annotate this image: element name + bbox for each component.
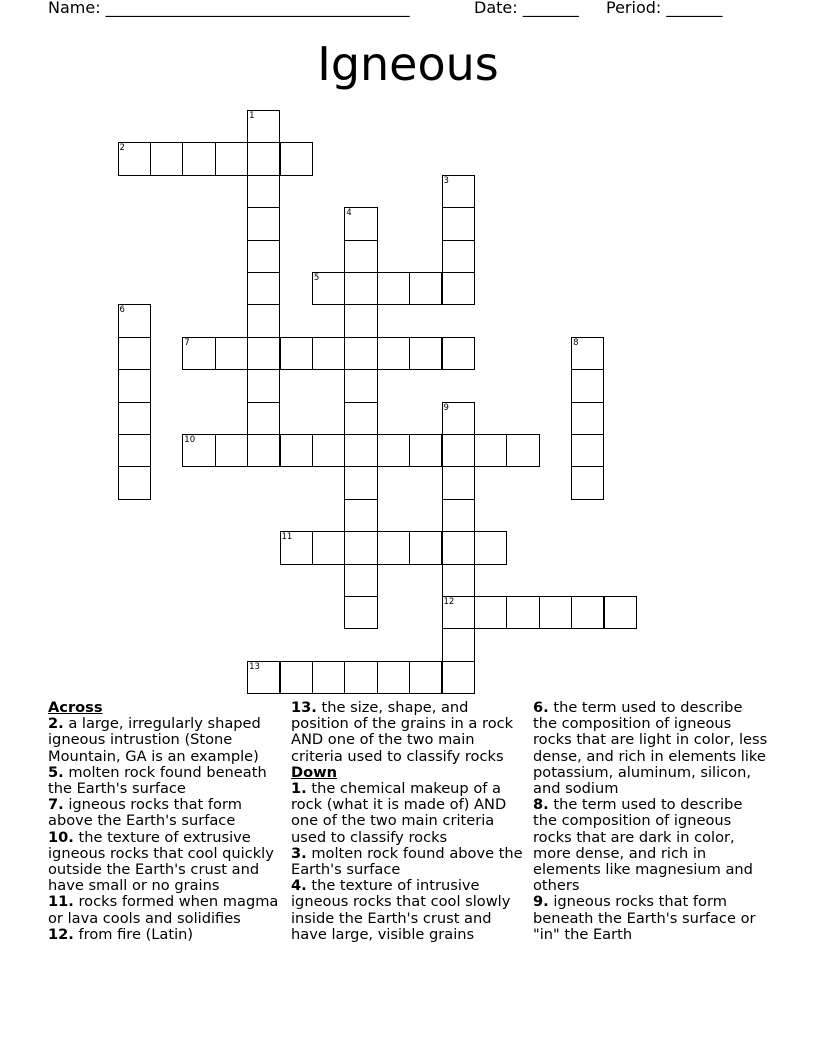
clue-number: 9 [443, 402, 449, 413]
crossword-cell[interactable] [247, 402, 280, 435]
crossword-cell[interactable] [442, 402, 475, 435]
crossword-cell[interactable] [442, 499, 475, 532]
clues-column-2 [291, 700, 523, 943]
clue-number: 12 [443, 597, 455, 607]
clue-item: 12. from fire (Latin) [48, 925, 194, 943]
crossword-cell[interactable] [442, 466, 475, 499]
crossword-cell[interactable] [344, 661, 377, 694]
crossword-cell[interactable] [280, 661, 313, 694]
crossword-cell[interactable] [312, 531, 345, 564]
crossword-cell[interactable] [280, 337, 313, 370]
page-title: Igneous [317, 37, 499, 91]
crossword-cell[interactable] [442, 434, 475, 467]
crossword-cell[interactable] [215, 434, 248, 467]
crossword-cell[interactable] [571, 402, 604, 435]
crossword-cell[interactable] [474, 531, 507, 564]
crossword-cell[interactable] [312, 434, 345, 467]
crossword-cell[interactable] [344, 272, 377, 305]
clue-item: 13. the size, shape, and position of the grains in a rock AND one of the two main criteria used to classify rocks [291, 699, 514, 765]
clue-item: 4. the texture of intrusive igneous rocks that cool slowly inside the Earth's crust and have large, visible grains [291, 877, 511, 943]
crossword-cell[interactable] [474, 596, 507, 629]
clues-column-1 [48, 700, 280, 943]
crossword-cell[interactable] [377, 434, 410, 467]
crossword-cell[interactable] [215, 142, 248, 175]
clue-number: 2 [119, 143, 125, 154]
across-heading: Across [48, 699, 103, 716]
crossword-cell[interactable] [409, 434, 442, 467]
crossword-cell[interactable] [344, 596, 377, 629]
crossword-cell[interactable] [442, 175, 475, 208]
crossword-cell[interactable] [442, 628, 475, 661]
clue-item: 8. the term used to describe the composition of igneous rocks that are dark in color, more dense, and rich in elements like magnesium and others [533, 796, 753, 895]
crossword-cell[interactable] [344, 240, 377, 273]
clue-item: 6. the term used to describe the composition of igneous rocks that are light in color, less dense, and rich in elements like potassium, aluminum, silicon, and sodium [533, 699, 768, 798]
crossword-cell[interactable] [312, 272, 345, 305]
crossword-cell[interactable] [442, 531, 475, 564]
crossword-cell[interactable] [344, 499, 377, 532]
crossword-cell[interactable] [377, 337, 410, 370]
clue-item: 1. the chemical makeup of a rock (what it is made of) AND one of the two main criteria used to classify rocks [291, 780, 507, 846]
clues-column-3 [533, 700, 769, 943]
crossword-cell[interactable] [344, 207, 377, 240]
crossword-cell[interactable] [118, 402, 151, 435]
down-heading: Down [291, 763, 338, 781]
crossword-cell[interactable] [377, 531, 410, 564]
crossword-cell[interactable] [215, 337, 248, 370]
crossword-cell[interactable] [409, 337, 442, 370]
crossword-cell[interactable] [247, 175, 280, 208]
clue-number: 8 [573, 337, 579, 348]
crossword-cell[interactable] [604, 596, 637, 629]
crossword-cell[interactable] [247, 272, 280, 305]
clue-number: 11 [281, 532, 293, 543]
crossword-cell[interactable] [344, 434, 377, 467]
crossword-cell[interactable] [312, 337, 345, 370]
clue-number: 1 [249, 111, 255, 121]
crossword-cell[interactable] [247, 434, 280, 467]
crossword-cell[interactable] [118, 304, 151, 337]
crossword-cell[interactable] [442, 207, 475, 240]
crossword-cell[interactable] [571, 466, 604, 499]
crossword-cell[interactable] [539, 596, 572, 629]
crossword-cell[interactable] [247, 142, 280, 175]
crossword-cell[interactable] [280, 434, 313, 467]
crossword-cell[interactable] [247, 240, 280, 273]
crossword-cell[interactable] [377, 272, 410, 305]
crossword-cell[interactable] [344, 564, 377, 597]
clue-number: 10 [184, 435, 196, 445]
crossword-cell[interactable] [182, 434, 215, 467]
crossword-cell[interactable] [344, 369, 377, 402]
crossword-cell[interactable] [118, 434, 151, 467]
crossword-cell[interactable] [506, 434, 539, 467]
crossword-cell[interactable] [474, 434, 507, 467]
clue-item: 10. the texture of extrusive igneous rocks that cool quickly outside the Earth's crust and have small or no grains [48, 828, 274, 895]
crossword-cell[interactable] [344, 466, 377, 499]
crossword-cell[interactable] [409, 531, 442, 564]
crossword-cell[interactable] [247, 369, 280, 402]
name-field[interactable]: Name: ______________________________________ [48, 0, 410, 17]
date-field[interactable]: Date: _______ [474, 0, 579, 17]
crossword-cell[interactable] [571, 434, 604, 467]
period-field[interactable]: Period: _______ [606, 0, 723, 17]
clue-number: 7 [184, 337, 190, 348]
crossword-cell[interactable] [344, 304, 377, 337]
crossword-cell[interactable] [377, 661, 410, 694]
crossword-cell[interactable] [409, 661, 442, 694]
clue-number: 5 [313, 273, 320, 283]
crossword-cell[interactable] [344, 402, 377, 435]
crossword-cell[interactable] [150, 142, 183, 175]
crossword-cell[interactable] [118, 466, 151, 499]
crossword-cell[interactable] [442, 272, 475, 305]
crossword-cell[interactable] [571, 596, 604, 629]
clue-item: 9. igneous rocks that form beneath the Earth's surface or "in" the Earth [533, 893, 756, 943]
clue-item: 11. rocks formed when magma or lava cools and solidifies [48, 893, 279, 927]
crossword-cell[interactable] [247, 110, 280, 143]
crossword-cell[interactable] [409, 272, 442, 305]
clue-number: 3 [443, 175, 449, 186]
crossword-cell[interactable] [344, 531, 377, 564]
crossword-cell[interactable] [182, 337, 215, 370]
crossword-cell[interactable] [571, 369, 604, 402]
crossword-cell[interactable] [442, 564, 475, 597]
clue-item: 5. molten rock found beneath the Earth's surface [48, 763, 267, 798]
crossword-cell[interactable] [442, 661, 475, 694]
crossword-cell[interactable] [247, 304, 280, 337]
clue-number: 4 [346, 208, 352, 219]
crossword-cell[interactable] [442, 596, 475, 629]
crossword-cell[interactable] [247, 207, 280, 240]
crossword-cell[interactable] [280, 142, 313, 175]
crossword-cell[interactable] [571, 337, 604, 370]
crossword-cell[interactable] [247, 337, 280, 370]
crossword-cell[interactable] [118, 337, 151, 370]
crossword-cell[interactable] [182, 142, 215, 175]
crossword-cell[interactable] [280, 531, 313, 564]
clue-item: 2. a large, irregularly shaped igneous intrustion (Stone Mountain, GA is an example) [48, 715, 261, 765]
clue-item: 3. molten rock found above the Earth's surface [291, 844, 523, 879]
clue-number: 6 [119, 305, 125, 316]
crossword-cell[interactable] [118, 369, 151, 402]
crossword-cell[interactable] [506, 596, 539, 629]
crossword-cell[interactable] [312, 661, 345, 694]
crossword-cell[interactable] [118, 142, 151, 175]
crossword-cell[interactable] [442, 337, 475, 370]
clue-number: 13 [249, 661, 260, 672]
crossword-cell[interactable] [442, 240, 475, 273]
crossword-cell[interactable] [247, 661, 280, 694]
clue-item: 7. igneous rocks that form above the Earth's surface [48, 796, 242, 830]
crossword-cell[interactable] [344, 337, 377, 370]
